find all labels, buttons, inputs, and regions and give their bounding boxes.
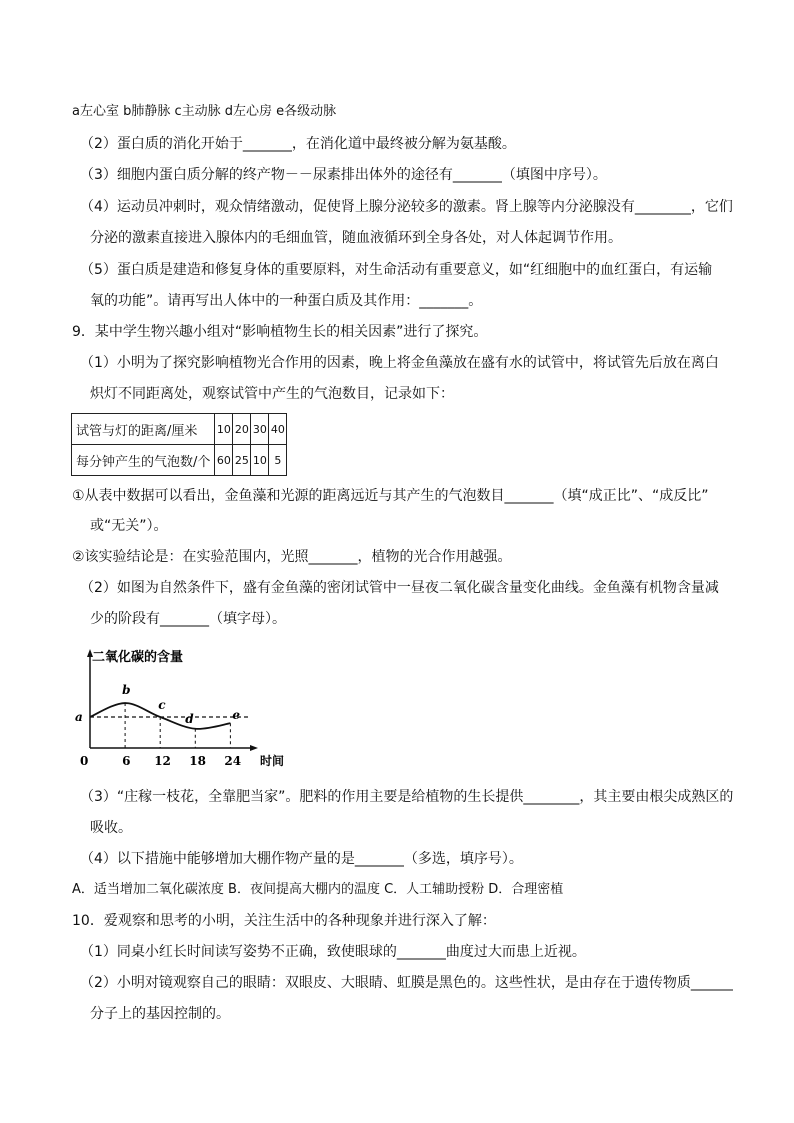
table-row [72, 414, 287, 445]
q9-part-2-line2: 少的阶段有_______（填字母）。 [90, 611, 286, 627]
chart-title: 二氧化碳的含量 [92, 650, 184, 665]
q10-part-2-line1: （2）小明对镜观察自己的眼睛：双眼皮、大眼睛、虹膜是黑色的。这些性状，是由存在于遗传物质______ [80, 975, 733, 991]
q9-part-1-line2: 炽灯不同距离处，观察试管中产生的气泡数目，记录如下： [90, 386, 454, 402]
q8-part-2: （2）蛋白质的消化开始于_______，在消化道中最终被分解为氨基酸。 [80, 136, 516, 152]
x-tick-label: 6 [122, 754, 131, 768]
table-cell: 25 [233, 445, 251, 476]
x-axis-label: 时间 [260, 754, 285, 768]
x-tick-label: 24 [224, 754, 242, 768]
x-tick-label: 18 [189, 754, 207, 768]
q8-part-4-line2: 分泌的激素直接进入腺体内的毛细血管，随血液循环到全身各处，对人体起调节作用。 [90, 230, 622, 246]
table-cell: 40 [269, 414, 287, 445]
table-cell: 10 [251, 445, 269, 476]
x-axis-arrow [250, 745, 258, 751]
table-row-label: 试管与灯的距离/厘米 [72, 414, 215, 445]
q9-title: 9．某中学生物兴趣小组对“影响植物生长的相关因素”进行了探究。 [72, 324, 488, 340]
q8-part-5-line2: 氧的功能”。请再写出人体中的一种蛋白质及其作用：_______。 [90, 293, 483, 309]
table-cell: 10 [215, 414, 233, 445]
table-cell: 5 [269, 445, 287, 476]
q9-part-3-line1: （3）“庄稼一枝花，全靠肥当家”。肥料的作用主要是给植物的生长提供________，其主要由根尖成熟区的 [80, 789, 734, 805]
q9-sub-2: ②该实验结论是：在实验范围内，光照_______，植物的光合作用越强。 [72, 549, 512, 565]
experiment-table [71, 413, 287, 476]
q8-part-5-line1: （5）蛋白质是建造和修复身体的重要原料，对生命活动有重要意义，如“红细胞中的血红蛋白，有运输 [80, 262, 713, 278]
q8-part-4-line1: （4）运动员冲刺时，观众情绪激动，促使肾上腺分泌较多的激素。肾上腺等内分泌腺没有________，它们 [80, 199, 733, 215]
table-row [72, 445, 287, 476]
point-label-e: e [232, 708, 241, 723]
q10-part-2-line2: 分子上的基因控制的。 [90, 1006, 230, 1022]
point-label-c: c [158, 698, 166, 712]
q9-part-3-line2: 吸收。 [90, 820, 132, 836]
q9-part-1-line1: （1）小明为了探究影响植物光合作用的因素，晚上将金鱼藻放在盛有水的试管中，将试管先后放在离白 [80, 355, 719, 371]
point-label-b: b [122, 683, 131, 698]
q8-options: a左心室 b肺静脉 c主动脉 d左心房 e各级动脉 [72, 104, 337, 119]
table-row-label: 每分钟产生的气泡数/个 [72, 445, 215, 476]
origin-label: 0 [80, 754, 89, 768]
table-cell: 20 [233, 414, 251, 445]
q9-part-4-options: A．适当增加二氧化碳浓度 B．夜间提高大棚内的温度 C．人工辅助授粉 D．合理密植 [72, 882, 564, 897]
point-label-d: d [185, 711, 194, 726]
q9-sub-1-line1: ①从表中数据可以看出，金鱼藻和光源的距离远近与其产生的气泡数目_______（填“成正比”、“成反比” [72, 488, 709, 504]
q8-part-3: （3）细胞内蛋白质分解的终产物－－尿素排出体外的途径有_______（填图中序号）。 [80, 167, 607, 183]
table-cell: 30 [251, 414, 269, 445]
x-tick-label: 12 [154, 754, 171, 768]
q10-title: 10．爱观察和思考的小明，关注生活中的各种现象并进行深入了解： [72, 913, 496, 929]
q10-part-1: （1）同桌小红长时间读写姿势不正确，致使眼球的_______曲度过大而患上近视。 [80, 944, 586, 960]
q9-part-2-line1: （2）如图为自然条件下，盛有金鱼藻的密闭试管中一昼夜二氧化碳含量变化曲线。金鱼藻有机物含量减 [80, 580, 719, 596]
q9-sub-1-line2: 或“无关”）。 [90, 518, 168, 534]
co2-chart [72, 645, 287, 770]
table-cell: 60 [215, 445, 233, 476]
reference-level-label: a [75, 710, 83, 724]
q9-part-4: （4）以下措施中能够增加大棚作物产量的是_______（多选，填序号）。 [80, 851, 523, 867]
